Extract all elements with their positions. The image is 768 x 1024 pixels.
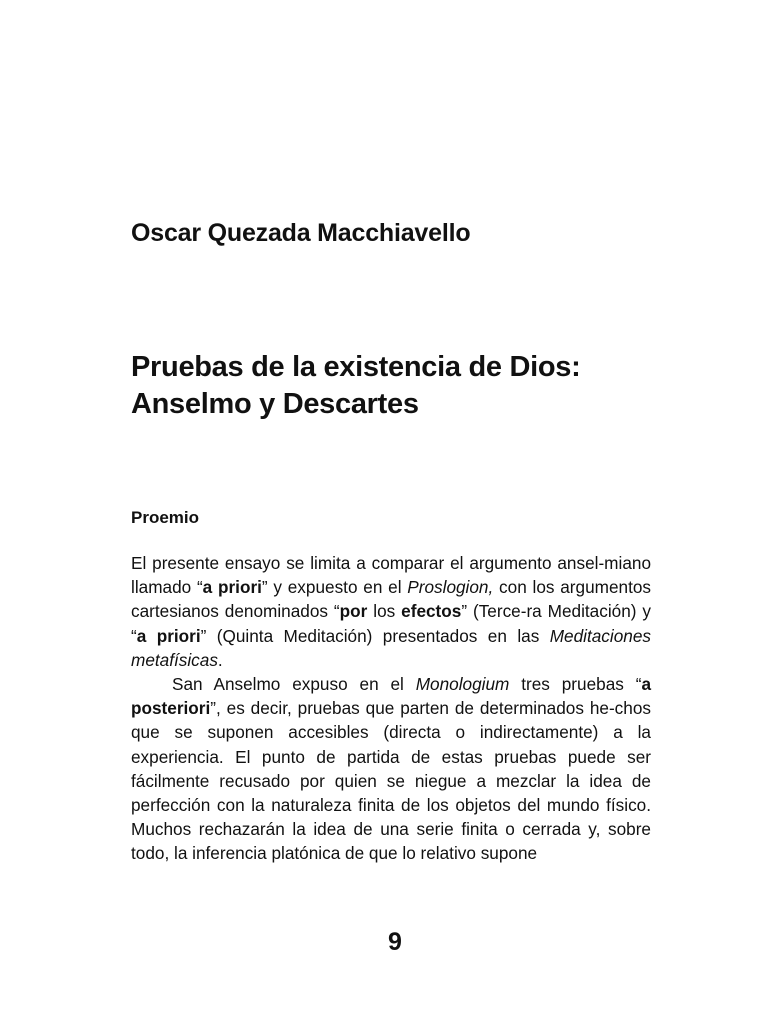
- chapter-title-line-1: Pruebas de la existencia de Dios:: [131, 351, 581, 383]
- paragraph-1-text-1: El presente ensayo se limita a comparar el argumento ansel-miano llamado “: [131, 553, 651, 598]
- paragraph-2-bold-1: a posteriori: [131, 674, 651, 719]
- body-text: [131, 551, 651, 866]
- chapter-title: [131, 349, 580, 423]
- paragraph-2-text-1: San Anselmo expuso en el: [172, 674, 416, 695]
- paragraph-1-text-7: .: [217, 649, 223, 670]
- paragraph-1-bold-1: a priori: [202, 577, 262, 598]
- paragraph-1-bold-4: a priori: [136, 625, 201, 646]
- author-name: Oscar Quezada Macchiavello: [131, 219, 471, 247]
- paragraph-1-text-5: ” (Terce-ra Meditación) y “: [131, 601, 652, 646]
- paragraph-1-italic-1: Proslogion,: [407, 577, 494, 598]
- section-heading: Proemio: [131, 508, 200, 527]
- paragraph-1-bold-3: efectos: [401, 601, 462, 622]
- paragraph-1-text-2: ” y expuesto en el: [261, 577, 408, 598]
- paragraph-2-italic-1: Monologium: [415, 674, 510, 695]
- paragraph-1: [131, 551, 651, 672]
- page-number: 9: [388, 928, 402, 956]
- chapter-title-line-2: Anselmo y Descartes: [131, 388, 419, 420]
- paragraph-2: [131, 672, 651, 866]
- paragraph-1-bold-2: por: [339, 601, 368, 622]
- paragraph-1-italic-2: Meditaciones metafísicas: [131, 625, 651, 670]
- paragraph-2-text-2: tres pruebas “: [509, 674, 642, 695]
- paragraph-1-text-6: ” (Quinta Meditación) presentados en las: [200, 625, 550, 646]
- paragraph-1-text-4: los: [367, 601, 402, 622]
- paragraph-2-text-3: ”, es decir, pruebas que parten de determinados he-chos que se suponen accesibles (directa o indirectamente) a la experiencia. El punto de partida de estas pruebas puede ser fácilmente recusado por quien se niegue a mezclar la idea de perfección con la naturaleza finita de los objetos del mundo físico. Muchos rechazarán la idea de una serie finita o cerrada y, sobre todo, la inferencia platónica de que lo relativo supone: [131, 698, 651, 864]
- paragraph-1-text-3: con los argumentos cartesianos denominados “: [131, 577, 651, 622]
